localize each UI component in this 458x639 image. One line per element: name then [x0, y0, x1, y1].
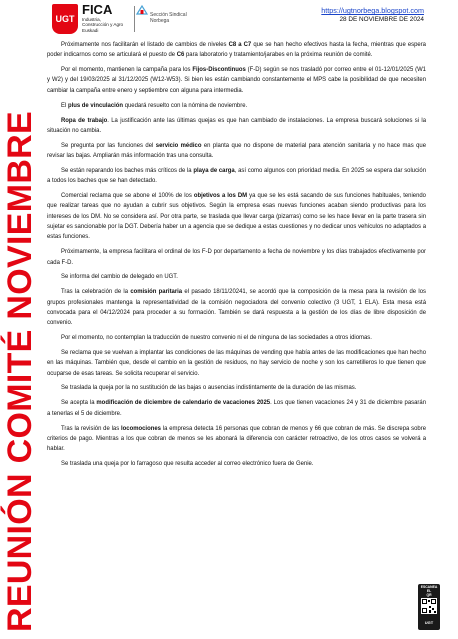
emphasis-text: objetivos a los DM — [193, 193, 248, 200]
paragraph-text: en planta que no dispone de material para atención sanitaria y no hace mas que revisar las bajas. Ampliarán más información tras una consulta. — [47, 142, 427, 160]
paragraph-text: quedará resuelto con la nómina de noviembre. — [123, 102, 248, 109]
emphasis-text: C6 — [176, 52, 185, 59]
paragraph-text: Se pregunta por las funciones del — [61, 142, 156, 149]
paragraph-text: . La justificación ante las últimas quejas es que han cambiado de instalaciones. La empresa buscará soluciones si la situación no cambia. — [47, 117, 426, 134]
body-paragraph — [47, 398, 426, 419]
body-paragraph — [47, 101, 426, 111]
emphasis-text: modificación de diciembre de calendario de vacaciones 2025 — [96, 400, 271, 407]
body-paragraph — [47, 40, 426, 61]
body-paragraph — [47, 141, 426, 162]
paragraph-text: Tras la celebración de la — [61, 289, 131, 296]
body-paragraph — [47, 383, 426, 393]
body-paragraph — [47, 333, 426, 343]
paragraph-text: el pasado 18/11/20241, se acordó que la composición de la mesa para la revisión de los grupos profesionales mantenga la representatividad de la comisión negociadora del convenio colectivo (3 UGT, 1 ELA). Esta mesa está convocada para el 04/12/2024 para proceder a su formación. También se dará respuesta a la gestión de los días de libre disposición de convenio. — [47, 289, 426, 327]
body-paragraph — [47, 247, 426, 268]
paragraph-text: Se traslada la queja por la no sustitución de las bajas o ausencias indistintamente de la duración de las mismas. — [61, 385, 357, 392]
qr-code-icon — [421, 598, 437, 614]
paragraph-text: para laboratorio y tratamiento/jarabes en la próxima reunión de comité. — [184, 52, 373, 59]
body-paragraph — [47, 65, 426, 96]
paragraph-text: que se han hecho efectivos hasta la fecha, mientras que espera poder indicarnos como se articulará el puesto de — [47, 42, 426, 59]
body-paragraph — [47, 272, 426, 282]
emphasis-text: servicio médico — [155, 142, 202, 149]
body-paragraph — [47, 166, 426, 187]
header-date: 28 DE NOVIEMBRE DE 2024 — [339, 16, 424, 23]
paragraph-text: Se informa del cambio de delegado en UGT. — [61, 274, 178, 281]
fica-name: FICA — [82, 2, 113, 17]
emphasis-text: playa de carga — [193, 167, 235, 174]
paragraph-text: (F-D) según se nos trasladó por correo entre el 01-12/01/2025 (W1 y W2) y del 19/03/2025 al 31/12/2025 (W12-W53). Si bien les están cambiando constantemente el MPS cabe la posibilidad de que necesiten cambiar la campaña entre enero y septiembre con alguna para intermedia. — [47, 67, 426, 94]
emphasis-text: plus de vinculación — [67, 102, 124, 109]
body-paragraph — [47, 116, 426, 137]
ugt-logo: UGT — [52, 4, 78, 34]
paragraph-text: El — [61, 102, 68, 109]
qr-caption: ESCANEA EL QR — [420, 585, 438, 597]
paragraph-text: Se reclama que se vuelvan a implantar las condiciones de las máquinas de vending que había antes de las modificaciones que han hecho en las máquinas. También que, desde el cambio en la gestión de residuos, no hay servicio de noche y son los carretilleros lo que tienen que ocuparse de esas tareas. Se solicita recuperar el servicio. — [47, 349, 426, 377]
paragraph-text: , así como algunos con prioridad media. En 2025 se espera dar solución a todos los baches que se han detectado. — [47, 167, 426, 185]
paragraph-text: ya que se les está sacando de sus funciones habituales, teniendo que realizar tareas que no ayudan a cubrir sus objetivos. Según la empresa esas nuevas funciones acaban siendo productivas para los intereses de los DM. No se considera así. Por otra parte, se traslada que llevar carga (pizarras) como se les hace llevar en la parte trasera sin sujetar es sancionable por la DGT. Debería haber un a agencia que se dedique a estas cuestiones y no dedicar unos vehículos no adaptados a estas funciones. — [47, 193, 426, 241]
emphasis-text: C8 a C7 — [228, 42, 252, 48]
body-paragraph — [47, 424, 426, 455]
fica-subtitle: Industria, Construcción y Agro Euskadi — [82, 17, 124, 33]
paragraph-text: Comercial reclama que se abone el 100% de los — [61, 193, 194, 200]
paragraph-text: Se están reparando los baches más críticos de la — [61, 167, 194, 174]
emphasis-text: Fijos-Discontinuos — [192, 67, 246, 74]
side-title: REUNIÓN COMITÉ NOVIEMBRE — [1, 110, 39, 632]
emphasis-text: Ropa de trabajo — [61, 117, 108, 124]
section-logo-icon — [136, 5, 148, 15]
paragraph-text: Próximamente nos facilitarán el listado de cambios de niveles — [61, 42, 229, 48]
paragraph-text: . Los que tienen vacaciones 24 y 31 de diciembre pasarán a tenerlas el 5 de diciembre. — [47, 400, 426, 417]
fica-branding — [82, 3, 142, 33]
emphasis-text: locomociones — [121, 425, 161, 432]
qr-badge[interactable] — [418, 584, 440, 630]
body-paragraph — [47, 348, 426, 379]
section-name: Sección Sindical Norbega — [150, 12, 187, 24]
qr-label: UGT — [424, 620, 434, 626]
blog-link[interactable]: https://ugtnorbega.blogspot.com — [321, 6, 424, 15]
body-paragraph — [47, 287, 426, 328]
paragraph-text: la empresa detecta 16 personas que cobran de menos y 66 que cobran de más. Se discrepa sobre criterios de pago. Mientras a los que cobran de menos se les abonará la diferencia con carácter retroactivo, de los otros casos se volverá a hablar. — [47, 425, 426, 453]
paragraph-text: Tras la revisión de las — [61, 425, 122, 432]
paragraph-text: Se traslada una queja por lo farragoso que resulta acceder al correo electrónico fuera de Genie. — [61, 461, 314, 467]
paragraph-text: Por el momento, no contemplan la traducción de nuestro convenio ni el de ninguna de las sociedades a otros idiomas. — [61, 335, 372, 342]
paragraph-text: Se acepta la — [61, 400, 97, 407]
header-divider — [134, 6, 135, 32]
paragraph-text: Próximamente, la empresa facilitara el ordinal de los F-D por departamento a fecha de noviembre y los días trabajados efectivamente por cada F-D. — [47, 249, 426, 266]
emphasis-text: comisión paritaria — [130, 289, 183, 296]
body-paragraph — [47, 191, 426, 242]
paragraph-text: Por el momento, mantienen la campaña para los — [61, 67, 193, 74]
body-paragraph — [47, 459, 426, 469]
document-body — [47, 40, 426, 469]
